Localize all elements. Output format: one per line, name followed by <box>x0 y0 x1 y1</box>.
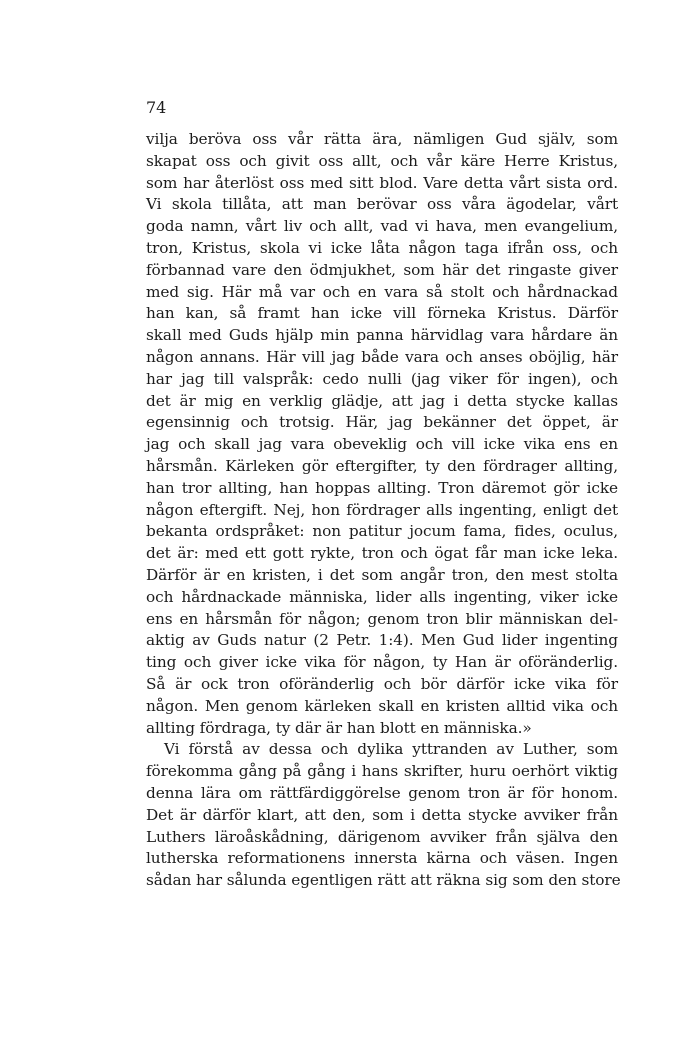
text-line: sådan har sålunda egentligen rätt att räkna sig som den store <box>146 871 621 890</box>
text-line: vilja beröva oss vår rätta ära, nämligen Gud själv, som <box>146 130 618 148</box>
text-line: allting fördraga, ty där är han blott en människa.» <box>146 718 532 737</box>
text-line: och hårdnackade människa, lider alls ingenting, viker icke <box>146 587 618 606</box>
text-line: ens en hårsmån för någon; genom tron blir människan del- <box>146 609 618 628</box>
text-line: skapat oss och givit oss allt, och vår käre Herre Kristus, <box>146 151 618 170</box>
text-line: förekomma gång på gång i hans skrifter, huru oerhört viktig <box>146 762 618 781</box>
text-line: hårsmån. Kärleken gör eftergifter, ty den fördrager allting, <box>146 456 618 475</box>
text-line: förbannad vare den ödmjukhet, som här det ringaste giver <box>146 260 618 279</box>
text-line: han kan, så framt han icke vill förneka Kristus. Därför <box>146 304 618 323</box>
text-line: ting och giver icke vika för någon, ty Han är oföränderlig. <box>146 653 618 672</box>
text-line: jag och skall jag vara obeveklig och vill icke vika ens en <box>146 435 618 454</box>
text-line: lutherska reformationens innersta kärna och väsen. Ingen <box>146 849 618 868</box>
text-line: det är mig en verklig glädje, att jag i detta stycke kallas <box>146 391 618 410</box>
text-line: Vi skola tillåta, att man berövar oss våra ägodelar, vårt <box>146 195 618 214</box>
text-line: det är: med ett gott rykte, tron och ögat får man icke leka. <box>146 544 618 563</box>
text-line: som har återlöst oss med sitt blod. Vare detta vårt sista ord. <box>146 173 618 192</box>
text-line: han tror allting, han hoppas allting. Tron däremot gör icke <box>146 478 618 497</box>
body-text <box>146 129 621 892</box>
text-line: goda namn, vårt liv och allt, vad vi hava, men evangelium, <box>146 217 618 236</box>
page-number: 74 <box>146 98 167 117</box>
text-line: tron, Kristus, skola vi icke låta någon taga ifrån oss, och <box>146 238 618 257</box>
text-line: har jag till valspråk: cedo nulli (jag viker för ingen), och <box>146 369 618 388</box>
text-line: bekanta ordspråket: non patitur jocum fama, fides, oculus, <box>146 522 618 541</box>
text-line: skall med Guds hjälp min panna härvidlag vara hårdare än <box>146 326 618 345</box>
text-line: med sig. Här må var och en vara så stolt och hårdnackad <box>146 282 618 301</box>
text-line: någon eftergift. Nej, hon fördrager alls ingenting, enligt det <box>146 500 618 519</box>
text-line: aktig av Guds natur (2 Petr. 1:4). Men Gud lider ingenting <box>146 631 618 650</box>
text-line: Luthers läroåskådning, därigenom avviker från själva den <box>146 827 618 846</box>
paragraph-2 <box>146 739 621 892</box>
text-line: Därför är en kristen, i det som angår tron, den mest stolta <box>146 565 618 584</box>
paragraph-1 <box>146 129 618 739</box>
text-line: egensinnig och trotsig. Här, jag bekänner det öppet, är <box>146 413 618 432</box>
text-line: denna lära om rättfärdiggörelse genom tron är för honom. <box>146 783 618 802</box>
text-line: Det är därför klart, att den, som i detta stycke avviker från <box>146 805 618 824</box>
text-line: Så är ock tron oföränderlig och bör därför icke vika för <box>146 674 618 693</box>
text-line: Vi förstå av dessa och dylika yttranden av Luther, som <box>164 740 618 759</box>
text-line: någon. Men genom kärleken skall en kristen alltid vika och <box>146 696 618 715</box>
text-line: någon annans. Här vill jag både vara och anses oböjlig, här <box>146 347 618 366</box>
